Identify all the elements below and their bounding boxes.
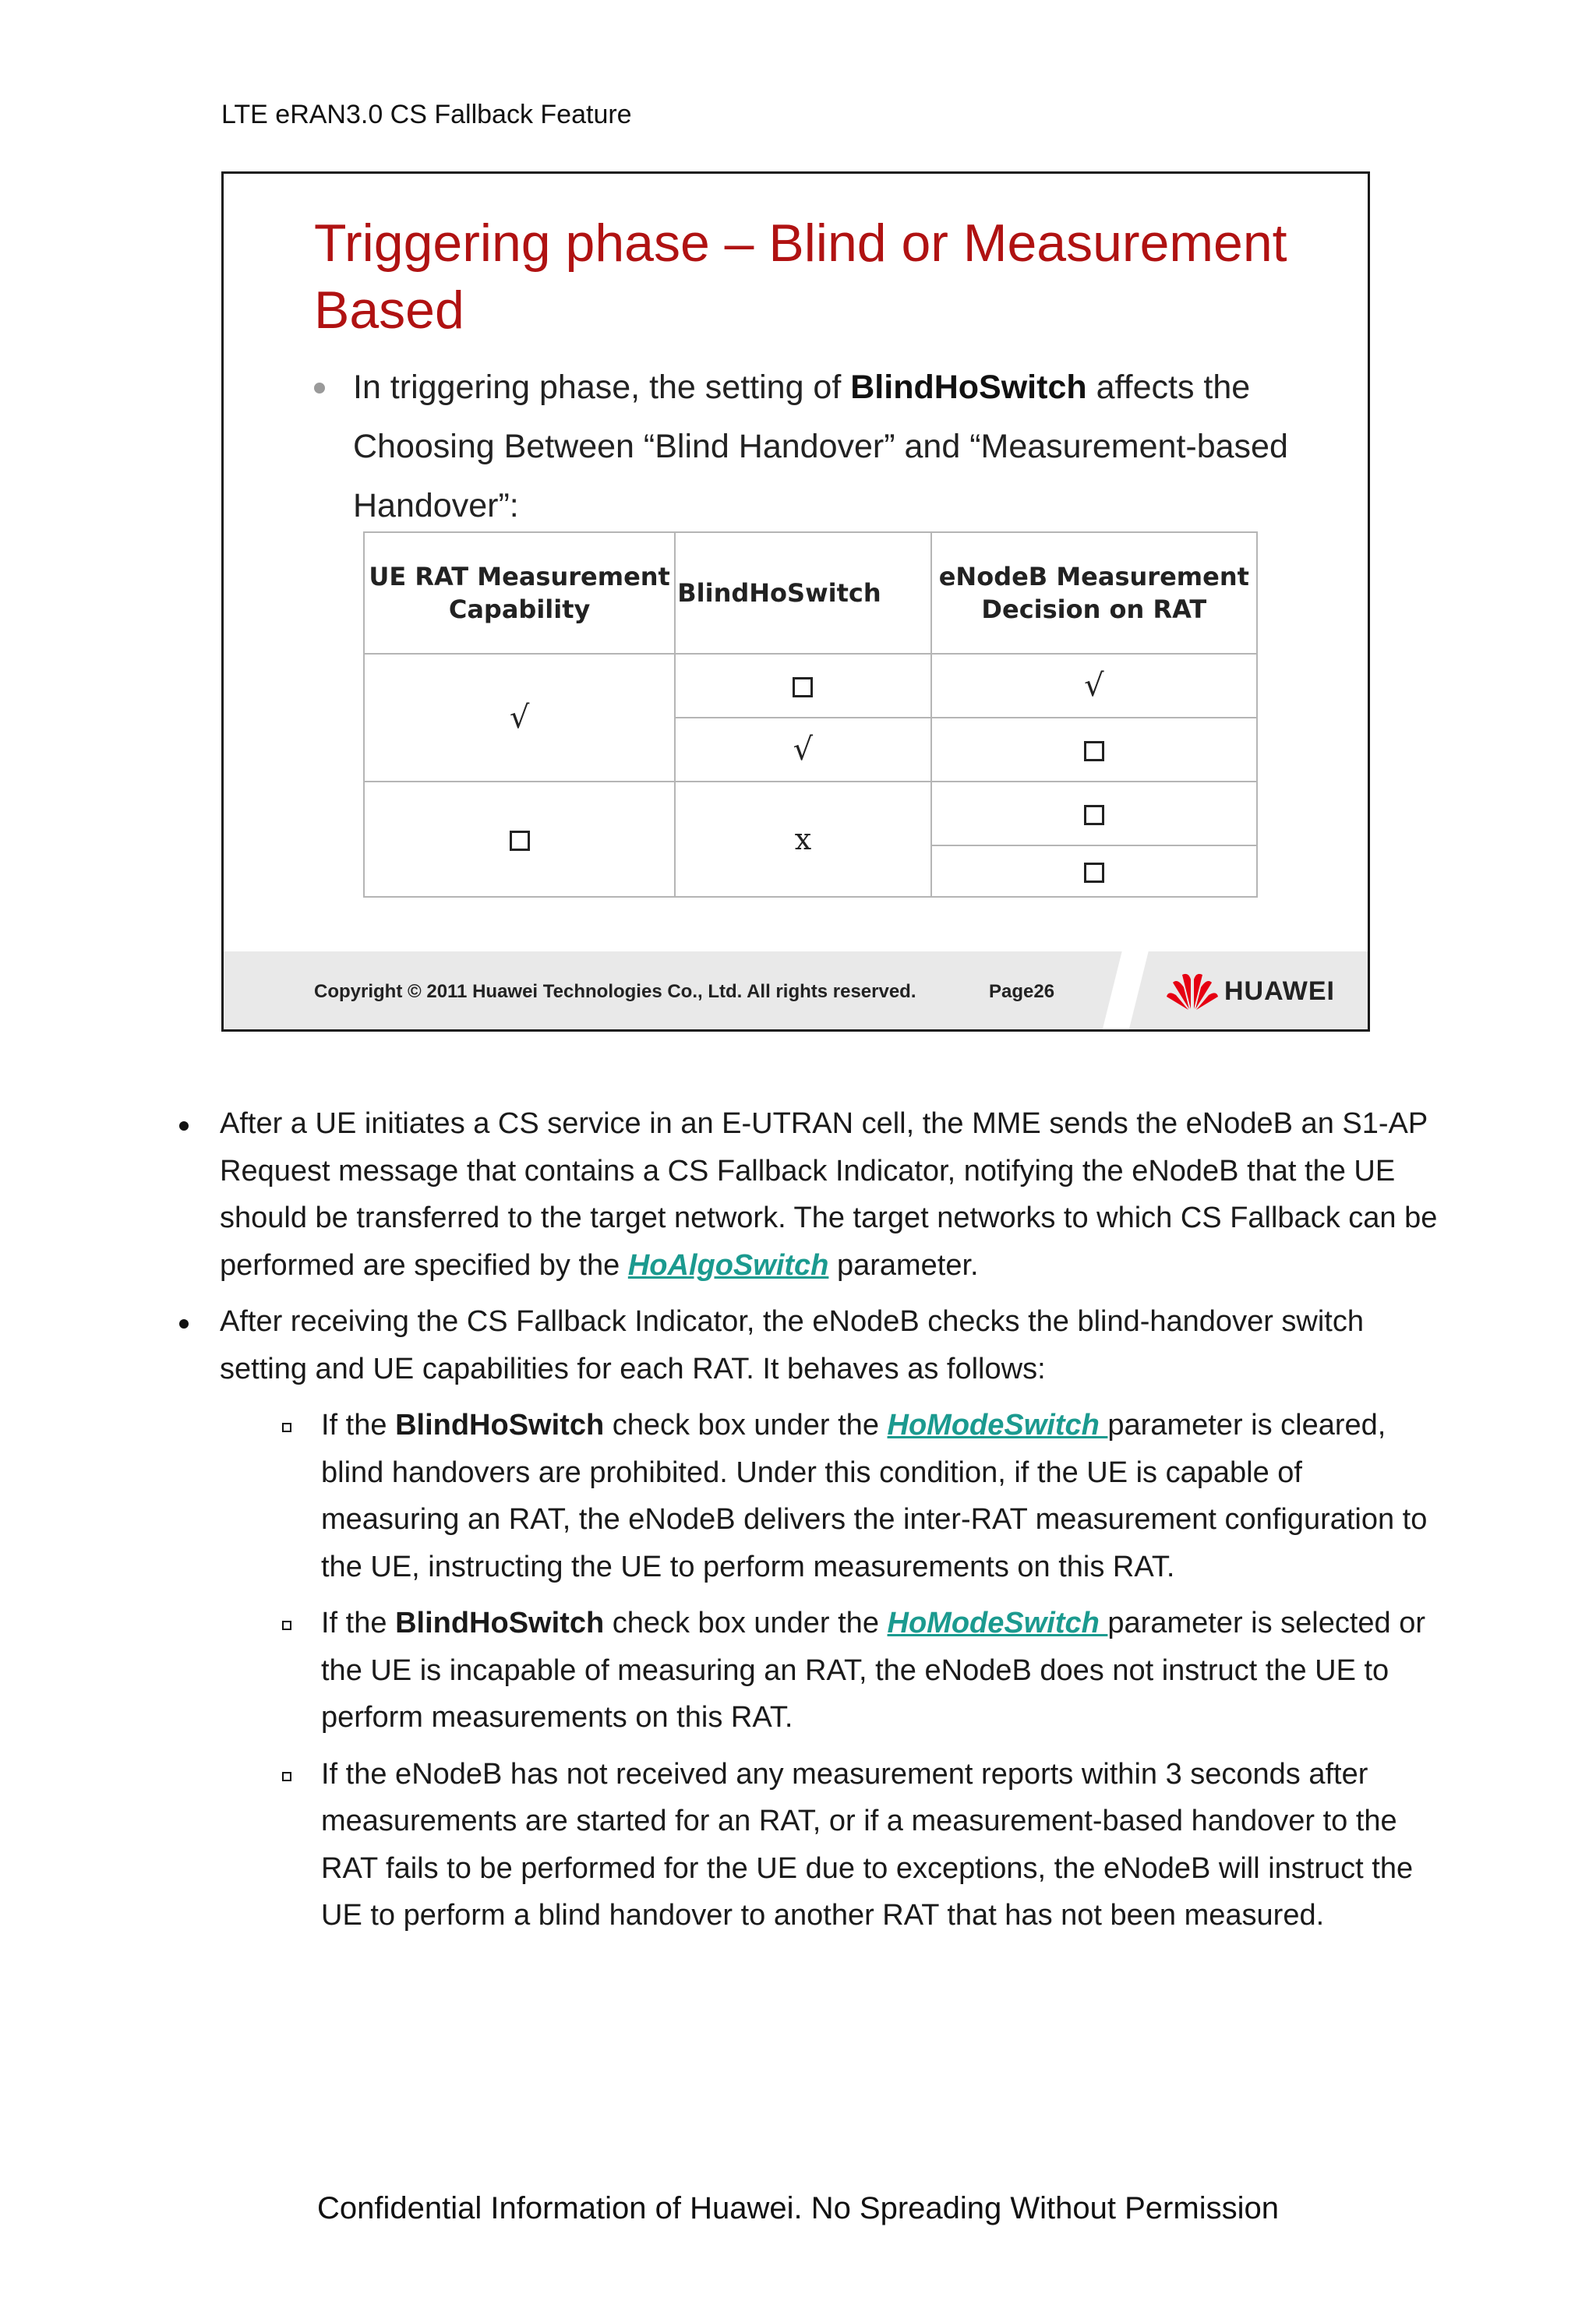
document-header: LTE eRAN3.0 CS Fallback Feature: [221, 100, 632, 129]
cell-decision-no: [931, 718, 1257, 782]
table-header-row: [364, 532, 1257, 654]
slide-image: [221, 171, 1370, 1032]
huawei-logo-text: HUAWEI: [1224, 976, 1335, 1006]
slide-bullet-text-end: affects the Choosing Between “Blind Handover” and “Measurement-based Handover”:: [353, 369, 1288, 524]
cell-decision-no: [931, 845, 1257, 897]
slide-copyright: Copyright © 2011 Huawei Technologies Co., Ltd. All rights reserved.: [314, 981, 916, 1002]
bullet1-text-end: parameter.: [828, 1248, 979, 1282]
bullet1-text: After a UE initiates a CS service in an E-UTRAN cell, the MME sends the eNodeB an S1-AP Request message that contains a CS Fallback Indicator, notifying the eNodeB that the UE should be transferred to the target network. The target networks to which CS Fallback can be performed are specified by the: [220, 1107, 1438, 1282]
sub2-text: If the: [321, 1607, 396, 1639]
slide-bullet-keyword: BlindHoSwitch: [850, 369, 1087, 406]
sub1-text: If the: [321, 1409, 396, 1442]
bullet2-text: After receiving the CS Fallback Indicator, the eNodeB checks the blind-handover switch setting and UE capabilities for each RAT. It behaves as follows:: [220, 1305, 1364, 1385]
cell-decision-yes: √: [931, 654, 1257, 718]
rat-decision-table: [363, 531, 1258, 898]
huawei-flower-icon: [1165, 970, 1220, 1012]
cell-ue-incapable: [364, 782, 675, 897]
footer-divider: [1101, 948, 1149, 1032]
sub1-text-mid: check box under the: [604, 1409, 888, 1442]
slide-footer: [224, 951, 1368, 1029]
sub1-text-end: parameter is cleared, blind handovers are prohibited. Under this condition, if the UE is capable of measuring an RAT, the eNodeB delivers the inter-RAT measurement configuration to the UE, instructing the UE to perform measurements on this RAT.: [321, 1409, 1428, 1583]
cell-ue-capable: √: [364, 654, 675, 782]
cell-switch-cleared: [675, 654, 930, 718]
hoalgoswitch-link[interactable]: HoAlgoSwitch: [627, 1248, 829, 1282]
checkbox-empty-icon: [793, 677, 813, 697]
header-blindhoswitch: BlindHoSwitch: [675, 532, 930, 654]
square-bullet-icon: [282, 1423, 291, 1432]
sub2-text-mid: check box under the: [604, 1607, 888, 1639]
sub2-text-end: parameter is selected or the UE is incapable of measuring an RAT, the eNodeB does not instruct the UE to perform measurements on this RAT.: [321, 1607, 1426, 1734]
checkbox-empty-icon: [1084, 741, 1104, 761]
body-text: [179, 1100, 1442, 1949]
cell-switch-selected: √: [675, 718, 930, 782]
list-item: [179, 1298, 1442, 1392]
sub1-keyword: BlindHoSwitch: [395, 1409, 605, 1442]
list-item: [179, 1100, 1442, 1289]
header-enodeb-decision: eNodeB Measurement Decision on RAT: [931, 532, 1257, 654]
square-bullet-icon: [282, 1772, 291, 1781]
slide-page-number: Page26: [989, 981, 1055, 1002]
header-ue-capability: UE RAT Measurement Capability: [364, 532, 675, 654]
sub-list-item: [179, 1402, 1442, 1590]
sub-list-item: [179, 1751, 1442, 1939]
slide-title: Triggering phase – Blind or Measurement Based: [314, 214, 1287, 340]
confidential-footer: Confidential Information of Huawei. No Spreading Without Permission: [317, 2191, 1279, 2225]
homodeswitch-link[interactable]: HoModeSwitch: [887, 1607, 1108, 1639]
checkbox-empty-icon: [1084, 863, 1104, 883]
sub2-keyword: BlindHoSwitch: [395, 1607, 605, 1639]
cell-switch-any: x: [675, 782, 930, 897]
table-row: [364, 782, 1257, 845]
homodeswitch-link[interactable]: HoModeSwitch: [887, 1409, 1108, 1442]
sub3-text: If the eNodeB has not received any measurement reports within 3 seconds after measurements are started for an RAT, or if a measurement-based handover to the RAT fails to be performed for the UE due to exceptions, the eNodeB will instruct the UE to perform a blind handover to another RAT that has not been measured.: [321, 1757, 1414, 1932]
bullet-dot-icon: [179, 1319, 189, 1329]
bullet-dot-icon: [314, 383, 325, 393]
checkbox-empty-icon: [510, 831, 530, 851]
slide-bullet-text: In triggering phase, the setting of: [353, 369, 851, 406]
cell-decision-no: [931, 782, 1257, 845]
checkbox-empty-icon: [1084, 805, 1104, 825]
slide-bullet: [314, 358, 1288, 535]
square-bullet-icon: [282, 1621, 291, 1630]
table-row: [364, 654, 1257, 718]
bullet-dot-icon: [179, 1121, 189, 1131]
sub-list-item: [179, 1600, 1442, 1742]
